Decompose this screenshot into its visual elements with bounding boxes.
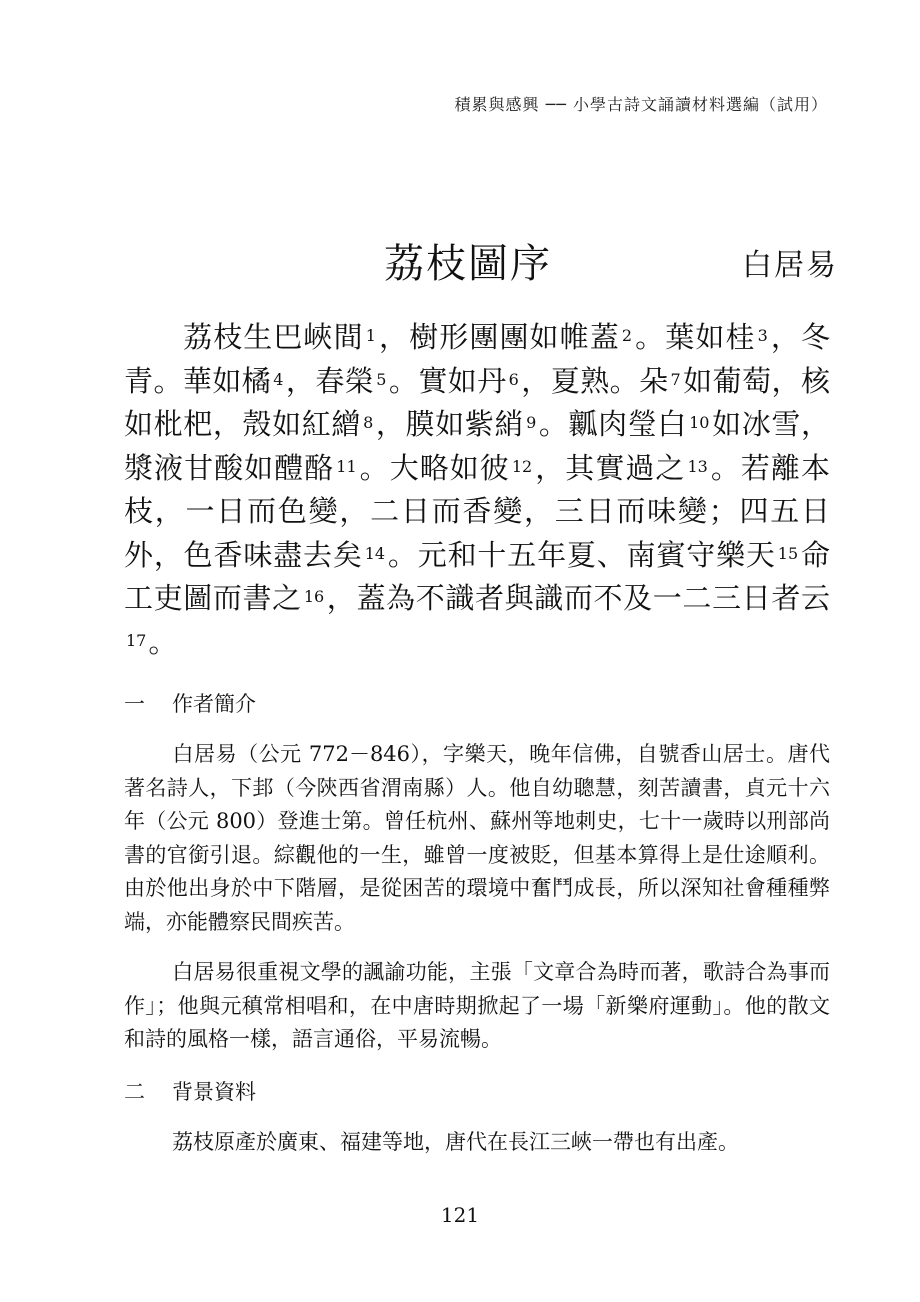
text-segment: ，蓋為不識者與識而不及一二三日者云 bbox=[326, 581, 830, 615]
footnote-marker: 14 bbox=[364, 543, 386, 563]
paragraph-text: 白居易（公元 772－846），字樂天，晚年信佛，自號香山居士。唐代著名詩人，下邽（今陝西省渭南縣）人。他自幼聰慧，刻苦讀書，貞元十六年（公元 800）登進士第。曾任杭州、蘇州等地刺史，七十一歲時以刑部尚書的官銜引退。綜觀他的一生，雖曾一度被貶，但基本算得上是仕途順利。由於他出身於中下階層，是從困苦的環境中奮鬥成長，所以深知社會種種弊端，亦能體察民間疾苦。 bbox=[124, 742, 830, 934]
text-segment: ，冬青。華如橘 bbox=[124, 320, 830, 398]
footnote-marker: 17 bbox=[126, 630, 147, 650]
running-header: 積累與感興 ── 小學古詩文誦讀材料選編（試用） bbox=[454, 95, 828, 114]
text-segment: ，其實過之 bbox=[534, 450, 686, 485]
paragraph-text: 荔枝原產於廣東、福建等地，唐代在長江三峽一帶也有出產。 bbox=[172, 1130, 739, 1154]
section-number: 一 bbox=[124, 692, 145, 716]
author-intro-paragraph-1 bbox=[124, 738, 830, 939]
footnote-marker: 7 bbox=[670, 369, 681, 389]
footnote-marker: 2 bbox=[621, 326, 633, 345]
author-intro-paragraph-2 bbox=[124, 956, 830, 1057]
classical-text bbox=[124, 316, 830, 664]
text-segment: 如冰雪，漿液甘酸如醴酪 bbox=[124, 407, 830, 485]
text-segment: 。 bbox=[148, 624, 178, 659]
footnote-marker: 12 bbox=[511, 456, 533, 476]
background-paragraph-1 bbox=[124, 1126, 830, 1160]
page-title: 荔枝圖序 bbox=[384, 241, 552, 287]
text-segment: 荔枝生巴峽間 bbox=[182, 320, 364, 354]
footnote-marker: 10 bbox=[689, 413, 710, 432]
text-segment: ，膜如紫綃 bbox=[375, 407, 525, 441]
text-segment: ，春榮 bbox=[285, 363, 375, 398]
text-segment: 命工吏圖而書之 bbox=[124, 537, 830, 615]
section-heading-author bbox=[124, 688, 256, 718]
text-segment: 。瓤肉瑩白 bbox=[538, 407, 688, 441]
text-segment: 。實如丹 bbox=[388, 363, 507, 398]
text-segment: 如葡萄，核如枇杷，殼如紅繒 bbox=[124, 363, 830, 441]
text-segment: 。大略如彼 bbox=[358, 450, 510, 485]
page-number: 121 bbox=[440, 1203, 480, 1227]
footnote-marker: 13 bbox=[687, 456, 708, 476]
footnote-marker: 3 bbox=[757, 326, 768, 345]
paragraph-text: 白居易很重視文學的諷諭功能，主張「文章合為時而著，歌詩合為事而作」；他與元稹常相唱和，在中唐時期掀起了一場「新樂府運動」。他的散文和詩的風格一樣，語言通俗，平易流暢。 bbox=[124, 960, 830, 1051]
footnote-marker: 15 bbox=[777, 543, 799, 563]
section-title: 作者簡介 bbox=[172, 692, 256, 716]
footnote-marker: 9 bbox=[526, 413, 537, 432]
text-segment: 。若離本枝，一日而色變，二日而香變，三日而味變；四五日外，色香味盡去矣 bbox=[124, 450, 830, 572]
author-name: 白居易 bbox=[742, 248, 838, 283]
footnote-marker: 11 bbox=[336, 456, 357, 476]
text-segment: 。元和十五年夏、南賓守樂天 bbox=[387, 537, 776, 572]
text-segment: ，樹形團團如帷蓋 bbox=[377, 320, 620, 354]
section-title: 背景資料 bbox=[172, 1080, 256, 1104]
footnote-marker: 1 bbox=[365, 326, 376, 345]
text-segment: 。葉如桂 bbox=[634, 320, 756, 354]
section-number: 二 bbox=[124, 1080, 145, 1104]
text-segment: ，夏熟。朵 bbox=[520, 363, 669, 398]
footnote-marker: 5 bbox=[376, 369, 387, 389]
title-row bbox=[0, 232, 920, 292]
footnote-marker: 16 bbox=[303, 587, 325, 606]
footnote-marker: 6 bbox=[508, 369, 519, 389]
footnote-marker: 8 bbox=[363, 413, 374, 432]
section-heading-background bbox=[124, 1076, 256, 1106]
footnote-marker: 4 bbox=[273, 369, 284, 389]
